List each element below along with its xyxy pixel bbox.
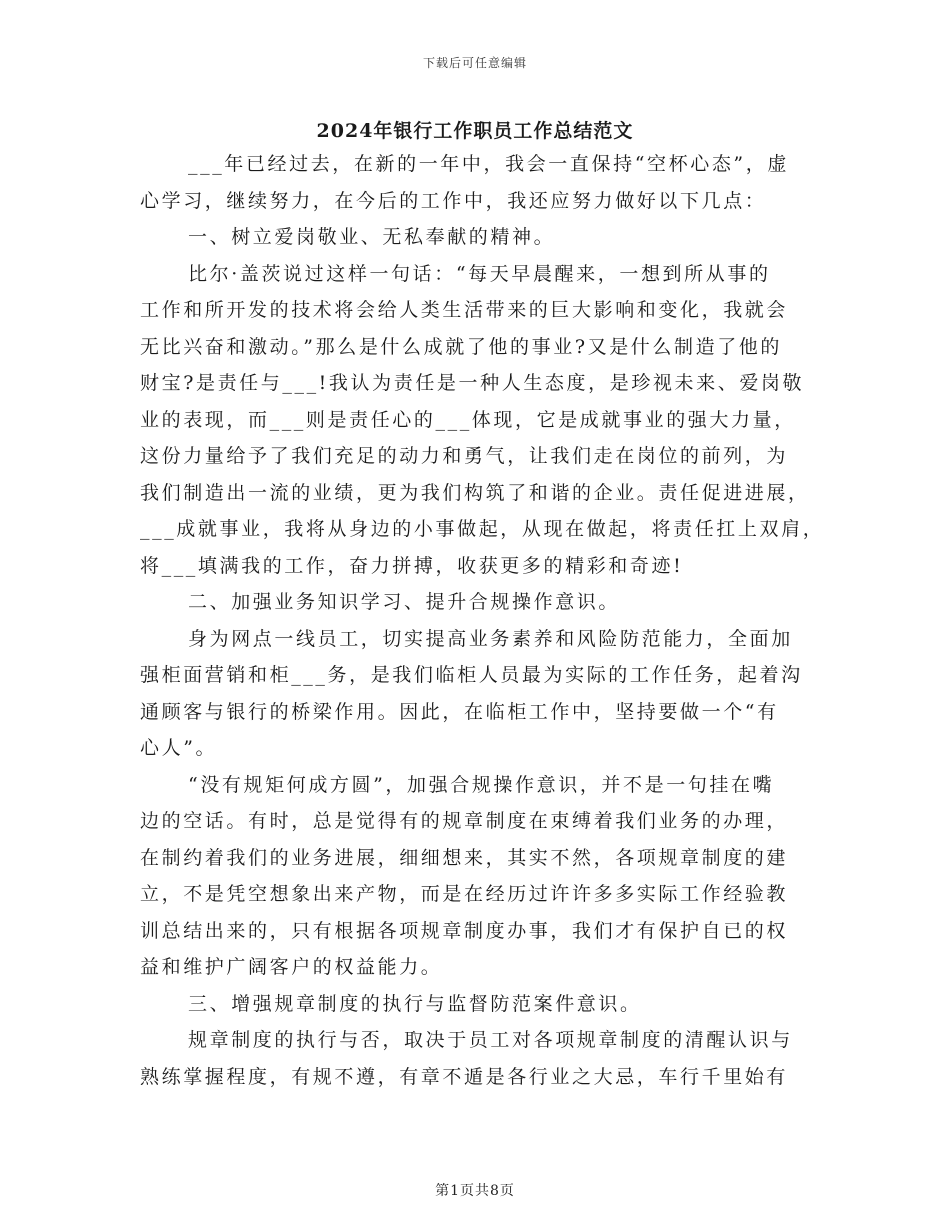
text-line: “没有规矩何成方圆”，加强合规操作意识，并不是一句挂在嘴	[188, 773, 775, 796]
text-line: 边的空话。有时，总是觉得有的规章制度在束缚着我们业务的办理，	[140, 810, 789, 832]
text-line: ___成就事业，我将从身边的小事做起，从现在做起，将责任扛上双肩，	[140, 518, 825, 540]
text-line: 二、加强业务知识学习、提升合规操作意识。	[188, 591, 621, 613]
document-body	[140, 146, 825, 1095]
header-note: 下载后可任意编辑	[422, 56, 527, 70]
page-number: 第1页共8页	[435, 1183, 515, 1199]
text-line: 将___填满我的工作，奋力拼搏，收获更多的精彩和奇迹!	[140, 554, 684, 577]
text-line: 业的表现，而___则是责任心的___体现，它是成就事业的强大力量，	[140, 408, 796, 431]
text-line: 心学习，继续努力，在今后的工作中，我还应努力做好以下几点：	[140, 189, 767, 212]
text-line: 身为网点一线员工，切实提高业务素养和风险防范能力，全面加	[188, 627, 793, 650]
text-line: 三、增强规章制度的执行与监督防范案件意识。	[188, 992, 642, 1015]
text-line: 规章制度的执行与否，取决于员工对各项规章制度的清醒认识与	[188, 1029, 793, 1051]
text-line: 工作和所开发的技术将会给人类生活带来的巨大影响和变化，我就会	[140, 299, 789, 321]
text-line: 一、树立爱岗敬业、无私奉献的精神。	[188, 226, 556, 248]
text-line: 我们制造出一流的业绩，更为我们构筑了和谐的企业。责任促进进展，	[140, 481, 810, 504]
text-line: 无比兴奋和激动。”那么是什么成就了他的事业?又是什么制造了他的	[140, 335, 783, 358]
text-line: 这份力量给予了我们充足的动力和勇气，让我们走在岗位的前列，为	[140, 445, 789, 467]
text-line: 通顾客与银行的桥梁作用。因此，在临柜工作中，坚持要做一个“有	[140, 700, 779, 723]
text-line: 益和维护广阔客户的权益能力。	[140, 956, 443, 978]
text-line: 财宝?是责任与___!我认为责任是一种人生态度，是珍视未来、爱岗敬	[140, 372, 805, 394]
text-line: 熟练掌握程度，有规不遵，有章不遁是各行业之大忌，车行千里始有	[140, 1065, 789, 1088]
text-line: 在制约着我们的业务进展，细细想来，其实不然，各项规章制度的建	[140, 846, 789, 869]
text-line: 比尔·盖茨说过这样一句话：“每天早晨醒来，一想到所从事的	[188, 262, 771, 285]
text-line: ___年已经过去，在新的一年中，我会一直保持“空杯心态”，虚	[188, 153, 789, 175]
text-line: 训总结出来的，只有根据各项规章制度办事，我们才有保护自已的权	[140, 919, 789, 942]
text-line: 心人”。	[140, 737, 218, 759]
text-line: 立，不是凭空想象出来产物，而是在经历过许许多多实际工作经验教	[140, 883, 789, 905]
document-title: 2024年银行工作职员工作总结范文	[316, 120, 634, 142]
text-line: 强柜面营销和柜___务，是我们临柜人员最为实际的工作任务，起着沟	[140, 664, 803, 686]
